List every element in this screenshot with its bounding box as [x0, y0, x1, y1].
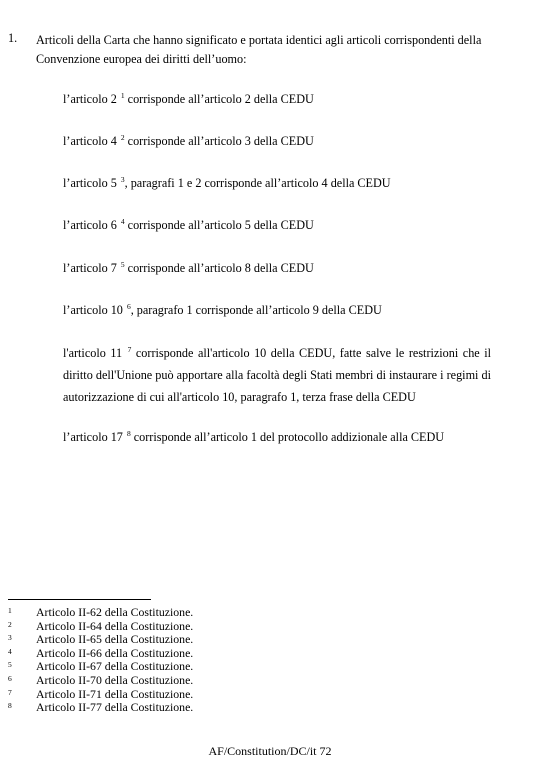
footnote-mark: 8: [8, 701, 12, 711]
footnote-mark: 5: [8, 660, 12, 670]
article-suffix: corrisponde all'articolo 10 della CEDU, fatte salve le restrizioni che il diritto dell'Unione può apportare alla facoltà degli Stati membri di instaurare i regimi di autorizzazione di cui all'articolo 10, paragrafo 1, terza frase della CEDU: [63, 346, 492, 404]
footnote-ref[interactable]: 8: [126, 429, 131, 438]
item-intro-text: Articoli della Carta che hanno significato e portata identici agli articoli corrispondenti della Convenzione europea dei diritti dell’uomo:: [36, 33, 482, 66]
article-suffix: corrisponde all’articolo 5 della CEDU: [124, 218, 314, 232]
footnote: [8, 633, 408, 647]
footnote-ref[interactable]: 5: [120, 260, 125, 269]
article-line: [63, 89, 491, 110]
footnote-ref[interactable]: 2: [120, 133, 125, 142]
article-line: [63, 427, 491, 448]
item-number: 1.: [8, 31, 18, 45]
article-prefix: l’articolo 17: [63, 430, 123, 444]
footnote-mark: 1: [8, 606, 12, 615]
footnote: [8, 620, 408, 634]
article-prefix: l’articolo 5: [63, 176, 117, 190]
footnote-ref[interactable]: 3: [120, 175, 125, 184]
footnote-text: Articolo II-64 della Costituzione.: [36, 618, 194, 633]
footnotes: [8, 606, 408, 715]
footnote-ref[interactable]: 7: [127, 345, 132, 354]
footnote: [8, 606, 408, 620]
footnote-mark: 2: [8, 619, 12, 629]
footnote-text: Articolo II-67 della Costituzione.: [36, 659, 194, 674]
article-prefix: l’articolo 7: [63, 261, 117, 275]
footnote: [8, 674, 408, 688]
footnote-separator: [8, 599, 151, 600]
article-prefix: l'articolo 11: [63, 346, 123, 360]
article-prefix: l’articolo 10: [63, 303, 123, 317]
article-suffix: corrisponde all’articolo 8 della CEDU: [124, 261, 314, 275]
article-suffix: corrisponde all’articolo 3 della CEDU: [124, 134, 314, 148]
footnote-mark: 3: [8, 633, 12, 643]
document-code: AF/Constitution/DC/it 72: [208, 744, 332, 758]
article-suffix: corrisponde all’articolo 2 della CEDU: [124, 92, 314, 106]
article-line: [63, 342, 491, 408]
footnote-ref[interactable]: 1: [120, 91, 125, 100]
article-line: [63, 215, 491, 236]
footnote: [8, 688, 408, 702]
footnote: [8, 701, 408, 715]
article-line: [63, 173, 491, 194]
footnote-text: Articolo II-66 della Costituzione.: [36, 645, 194, 660]
footnote-mark: 6: [8, 673, 12, 683]
footnote: [8, 660, 408, 674]
article-prefix: l’articolo 6: [63, 218, 117, 232]
article-line: [63, 300, 491, 321]
footnote-text: Articolo II-77 della Costituzione.: [36, 700, 194, 715]
article-suffix: corrisponde all’articolo 1 del protocollo addizionale alla CEDU: [130, 430, 445, 444]
article-line: [63, 258, 491, 279]
footnote: [8, 647, 408, 661]
footnote-ref[interactable]: 6: [126, 302, 131, 311]
article-suffix: , paragrafi 1 e 2 corrisponde all’articolo 4 della CEDU: [124, 176, 391, 190]
footnote-mark: 4: [8, 646, 12, 656]
article-prefix: l’articolo 2: [63, 92, 117, 106]
article-line: [63, 131, 491, 152]
article-suffix: , paragrafo 1 corrisponde all’articolo 9 della CEDU: [130, 303, 382, 317]
footnote-ref[interactable]: 4: [120, 217, 125, 226]
footnote-text: Articolo II-71 della Costituzione.: [36, 686, 194, 701]
article-prefix: l’articolo 4: [63, 134, 117, 148]
footnote-text: Articolo II-65 della Costituzione.: [36, 632, 194, 647]
footnote-text: Articolo II-70 della Costituzione.: [36, 672, 194, 687]
page-footer: [0, 744, 540, 759]
footnote-text: Articolo II-62 della Costituzione.: [36, 605, 194, 619]
footnote-mark: 7: [8, 687, 12, 697]
